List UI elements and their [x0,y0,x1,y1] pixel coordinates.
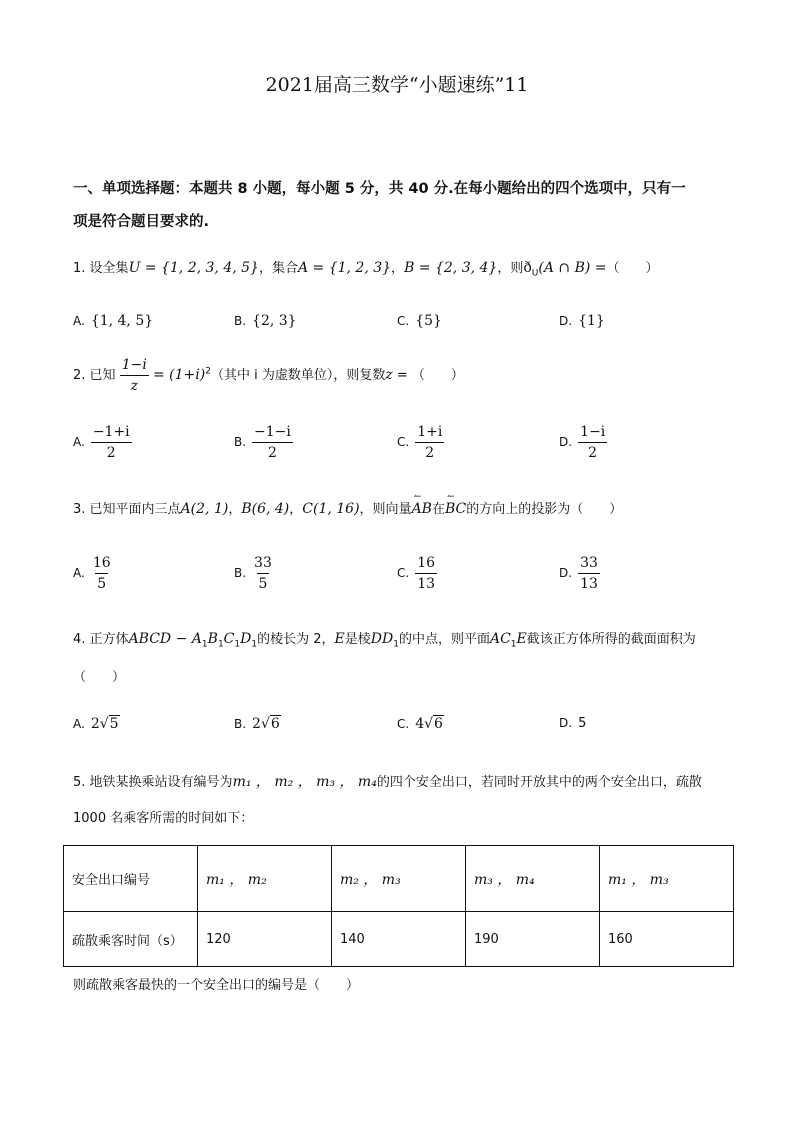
q1-option-c [397,313,442,329]
q3-text: ，则向量 [359,502,412,517]
q2-text: （其中 i 为虚数单位），则复数 [210,368,386,383]
point-c: C(1, 16) [302,501,360,517]
q2-option-a [73,422,132,463]
equation-rhs: = (1+i) [152,367,206,383]
separator: ， [289,502,303,517]
option-label: D. [559,435,573,449]
q3-option-b [234,553,274,594]
set-u: U = {1, 2, 3, 4, 5} [128,260,259,276]
point-a: A(2, 1) [180,501,229,517]
numerator: −1−i [252,422,293,443]
denominator: 5 [257,573,270,594]
option-label: B. [234,717,247,731]
option-label: B. [234,435,247,449]
answer-blank: （ ） [606,261,659,276]
option-value: {1, 4, 5} [90,313,154,329]
table-cell: 140 [332,912,466,967]
q5-text: 的四个安全出口，若同时开放其中的两个安全出口，疏散 [376,775,702,790]
q4-option-a [73,716,120,732]
question-1 [73,257,659,279]
exponent: 2 [205,366,211,377]
set-b: B = {2, 3, 4} [404,260,498,276]
fraction [578,422,607,463]
fraction [120,355,149,396]
q1-text: ， [391,261,405,276]
fraction [91,422,132,463]
option-value: {5} [415,313,442,329]
question-2 [73,355,464,396]
question-5 [73,771,702,791]
numerator: 16 [417,555,436,571]
answer-blank: = （ ） [392,368,464,383]
denominator: 5 [95,573,108,594]
subscript: 1 [234,639,241,650]
q1-text: ，集合 [258,261,298,276]
q3-option-d [559,553,600,594]
q2-option-b [234,422,293,463]
table-header-cell: 疏散乘客时间（s） [64,912,198,967]
option-label: A. [73,435,85,449]
question-number: 5. [73,775,86,790]
question-number: 3. [73,502,86,517]
table-cell: 190 [466,912,600,967]
denominator: 13 [578,573,600,594]
numerator: 33 [254,555,272,571]
q4-answer-blank: （ ） [73,670,126,685]
q5-question-text: 则疏散乘客最快的一个安全出口的编号是（ ） [73,978,360,993]
table-row [64,912,734,967]
radical-expression: 4√6 [415,716,443,732]
q4-option-c [397,716,444,732]
q4-option-b [234,716,281,732]
radicand: 6 [270,716,280,732]
vector-ab: ↼ AB [412,501,432,517]
option-label: A. [73,566,85,580]
denominator: z [130,378,138,394]
radicand: 5 [109,716,119,732]
numerator: 1−i [578,422,607,443]
numerator: 1−i [120,355,149,376]
coefficient: 2 [252,716,261,732]
numerator: 1+i [415,422,444,443]
point-e: E [334,631,345,647]
option-label: D. [559,314,573,328]
table-cell: 160 [600,912,734,967]
section-heading-line1: 一、单项选择题：本题共 8 小题，每小题 5 分，共 40 分.在每小题给出的四个选项中，只有一 [73,181,686,197]
option-label: C. [397,566,410,580]
q2-option-d [559,422,607,463]
q2-option-c [397,422,444,463]
complement-symbol: ð [523,260,532,276]
question-number: 4. [73,632,86,647]
fraction [415,553,437,594]
q1-option-a [73,313,153,329]
denominator: 2 [425,445,435,461]
table-header-cell: 安全出口编号 [64,846,198,912]
subscript: 1 [510,639,517,650]
option-value: 5 [578,716,587,731]
q3-text: 的方向上的投影为（ ） [466,502,623,517]
page-title: 2021届高三数学“小题速练”11 [265,74,529,96]
numerator: 33 [580,555,598,571]
q2-text: 已知 [89,368,116,383]
option-value: {1} [578,313,605,329]
q3-text: 在 [431,502,445,517]
option-value: {2, 3} [252,313,297,329]
set-a: A = {1, 2, 3} [297,260,392,276]
option-label: D. [559,566,573,580]
radical-expression: 2√5 [90,716,119,732]
coefficient: 4 [415,716,425,732]
radical-expression: 2√6 [252,716,280,732]
point-b: B(6, 4) [241,501,290,517]
question-4 [73,628,696,650]
q1-text: ，则 [497,261,524,276]
fraction [415,422,444,463]
q5-line2: 1000 名乘客所需的时间如下： [73,811,254,826]
q4-text: 的中点，则平面 [398,632,490,647]
vector-bc: ↼ BC [445,501,466,517]
fraction [91,553,113,594]
question-number: 2. [73,368,86,383]
cube-vertex: D [240,631,252,647]
q4-text: 的棱长为 2， [257,632,335,647]
fraction [252,553,274,594]
question-3 [73,498,622,517]
table-cell: m₃ ， m₄ [466,846,600,912]
q1-text: 设全集 [89,261,129,276]
subscript: 1 [201,639,208,650]
numerator: 16 [92,555,111,571]
q3-option-c [397,553,437,594]
complement-subscript: U [531,268,539,279]
edge-dd1: DD [370,631,394,647]
q1-option-d [559,313,605,329]
option-label: A. [73,717,85,731]
denominator: 2 [588,445,598,461]
fraction [578,553,600,594]
cube-vertex: C [223,631,235,647]
radicand: 6 [434,716,443,732]
table-cell: 120 [198,912,332,967]
question-number: 1. [73,261,86,276]
q3-text: 已知平面内三点 [89,502,181,517]
q3-option-a [73,553,113,594]
option-label: B. [234,314,247,328]
q4-option-d [559,716,586,731]
option-label: A. [73,314,85,328]
q4-text: 是棱 [344,632,371,647]
denominator: 13 [415,573,437,594]
denominator: 2 [106,445,116,461]
q5-text: 地铁某换乘站设有编号为 [89,775,233,790]
subscript: 1 [217,639,224,650]
table-cell: m₁ ， m₃ [600,846,734,912]
separator: ， [228,502,242,517]
option-label: C. [397,435,410,449]
q1-option-b [234,313,297,329]
plane-point-e: E [516,631,527,647]
subscript: 1 [251,639,258,650]
option-label: D. [559,716,573,730]
option-label: B. [234,566,247,580]
option-label: C. [397,314,410,328]
denominator: 2 [268,445,277,461]
section-heading-line2: 项是符合题目要求的. [73,214,210,230]
variable-z: z [385,367,393,383]
cube-vertex: B [207,631,218,647]
table-cell: m₁ ， m₂ [198,846,332,912]
exit-list: m₁ ， m₂ ， m₃ ， m₄ [232,774,377,790]
numerator: −1+i [91,422,132,443]
option-label: C. [397,717,410,731]
complement-expression: (A ∩ B) = [538,260,607,276]
table-cell: m₂ ， m₃ [332,846,466,912]
exit-time-table [63,845,734,967]
q4-text: 正方体 [89,632,129,647]
subscript: 1 [393,639,399,650]
plane-name: AC [489,631,511,647]
table-row [64,846,734,912]
coefficient: 2 [90,716,100,732]
cube-name: ABCD − A [128,631,202,647]
fraction [252,422,293,463]
q4-text: 截该正方体所得的截面面积为 [526,632,696,647]
